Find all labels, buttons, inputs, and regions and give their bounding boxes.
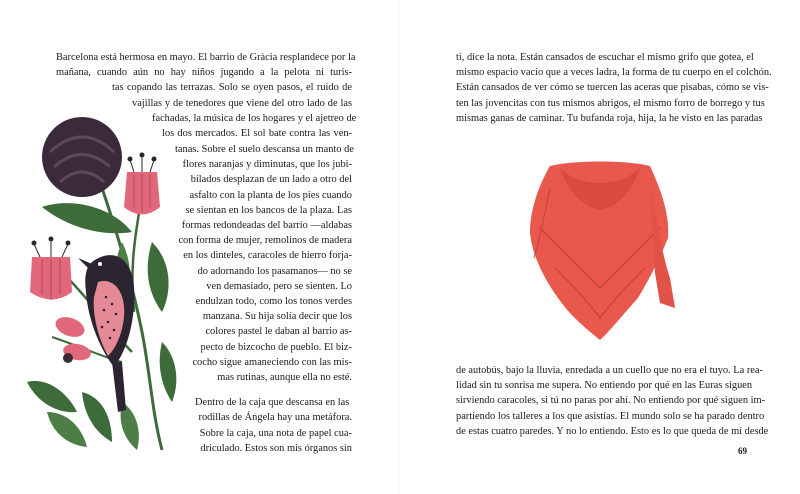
red-scarf-illustration: [520, 158, 680, 343]
text-line: vajillas y de tenedores que viene del otro lado de las: [132, 97, 352, 109]
text-line: en los dinteles, caracoles de hierro forja-: [183, 250, 352, 262]
text-line: tas copando las terrazas. Solo se oyen pasos, el ruido de: [112, 82, 352, 94]
text-line: mañana, cuando aún no hay niños jugando a la pelota ni turis-: [56, 67, 352, 79]
text-line: Están cansados de ver cómo se tuercen las aceras que pisabas, cómo se vis-: [456, 82, 769, 94]
text-line: lidad sin tu sonrisa me supera. No entiendo por qué en las Euras siguen: [456, 380, 753, 392]
text-line: asfalto con la planta de los pies cuando: [189, 189, 352, 201]
text-line: colores pastel le daban al barrio as-: [205, 326, 352, 338]
text-line: cocho sigue amaneciendo con las mis-: [192, 356, 352, 368]
text-line: ti, dice la nota. Están cansados de escuchar el mismo grifo que gotea, el: [456, 52, 754, 63]
left-paragraph-wrap: [175, 142, 352, 456]
text-line: sirviendo caracoles, si tú no paras por ahí. No entiendo por qué siguen im-: [456, 395, 766, 407]
text-line: se sientan en los bancos de la plaza. Las: [185, 204, 352, 216]
text-line: con forma de mujer, remolinos de madera: [178, 235, 352, 247]
text-line: Barcelona está hermosa en mayo. El barrio de Gràcia resplandece por la: [56, 52, 356, 63]
text-line: fachadas, la música de los hogares y el ajetreo de: [152, 112, 357, 124]
text-line: Sobre la caja, una nota de papel cua-: [199, 427, 352, 439]
text-line: bilados desplazan de un lado a otro del: [190, 174, 352, 186]
text-line: do adornando los pasamanos— no se: [197, 265, 352, 277]
text-line: pecto de bizcocho de pueblo. El biz-: [200, 341, 352, 353]
text-line: ven demasiado, pero se sienten. Lo: [206, 280, 352, 292]
text-line: Dentro de la caja que descansa en las: [195, 397, 350, 409]
text-line: mismo espacio vacío que a veces ladra, la forma de tu cuerpo en el colchón.: [456, 67, 772, 79]
text-line: manzana. Su hija solía decir que los: [202, 311, 352, 323]
text-line: driculado. Estos son mis órganos sin: [200, 442, 352, 454]
page-number: 69: [738, 446, 747, 456]
text-line: partiendo los talleres a los que asistías. El mundo solo se ha parado dentro: [456, 410, 765, 422]
text-line: mismas ganas de caminar. Tu bufanda roja, hija, la he visto en las paradas: [456, 112, 763, 124]
right-paragraph-bottom: [456, 363, 769, 439]
text-line: mas rutinas, aunque ella no esté.: [217, 372, 352, 384]
text-line: de estas cuatro paredes. Y no lo entiendo. Esto es lo que queda de mí desde: [456, 425, 769, 437]
paragraph-spacer: [175, 385, 352, 395]
right-page: [400, 0, 800, 494]
text-line: tanas. Sobre el suelo descansa un manto de: [175, 144, 354, 155]
text-line: ten las jovencitas con tus mismos abrigos, el mismo forro de borrego y tus: [456, 97, 765, 109]
text-line: los dos mercados. El sol bate contra las ven-: [162, 128, 352, 140]
text-line: de autobús, bajo la lluvia, enredada a un cuello que no era el tuyo. La rea-: [456, 365, 763, 376]
text-line: flores naranjas y diminutas, que los jubi-: [182, 159, 352, 171]
text-line: formas redondeadas del barrio —aldabas: [181, 220, 352, 232]
text-line: endulzan todo, como los tonos verdes: [195, 296, 352, 308]
text-line: rodillas de Ángela hay una metáfora.: [198, 412, 352, 424]
flower-bird-illustration: [22, 112, 182, 452]
right-paragraph-top: [456, 50, 772, 126]
